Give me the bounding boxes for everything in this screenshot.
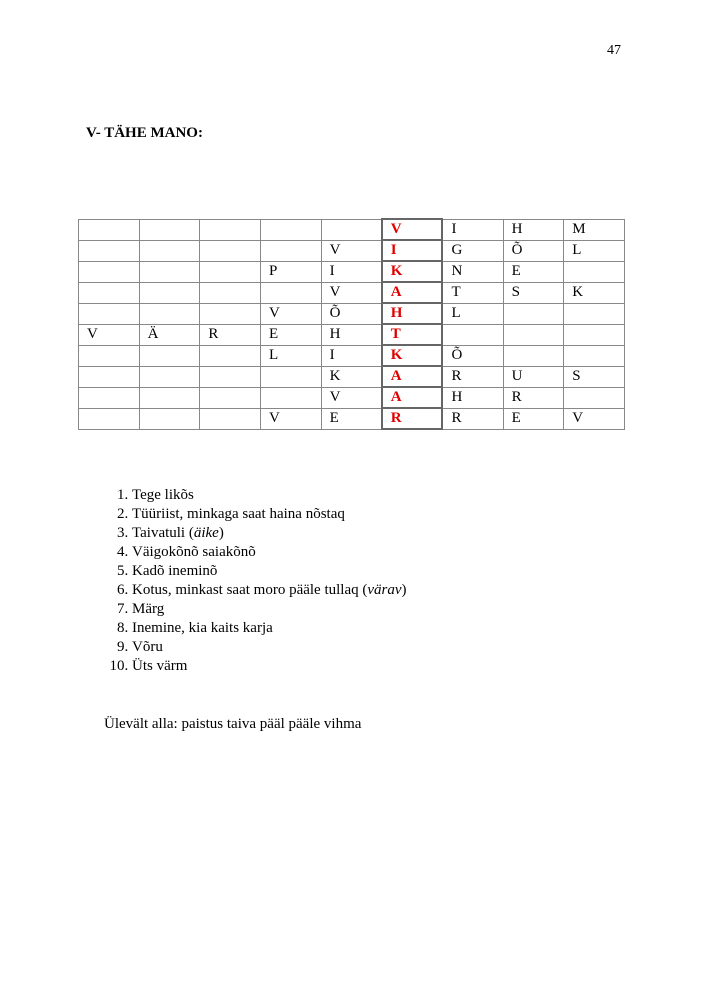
grid-cell: [139, 240, 200, 261]
grid-cell: G: [442, 240, 503, 261]
grid-key-cell: K: [382, 261, 443, 282]
grid-cell: [79, 240, 140, 261]
grid-cell: [139, 387, 200, 408]
grid-key-cell: A: [382, 282, 443, 303]
grid-cell: V: [564, 408, 625, 429]
grid-cell: V: [321, 387, 382, 408]
clue-text: Inemine, kia kaits karja: [132, 620, 273, 636]
grid-cell: [200, 240, 261, 261]
grid-row: [79, 240, 625, 261]
grid-cell: [564, 261, 625, 282]
vertical-clue: Ülevält alla: paistus taiva pääl pääle vihma: [104, 716, 362, 732]
grid-cell: R: [442, 366, 503, 387]
grid-cell: E: [321, 408, 382, 429]
grid-cell: L: [564, 240, 625, 261]
grid-cell: [79, 261, 140, 282]
grid-cell: [260, 366, 321, 387]
grid-cell: I: [321, 345, 382, 366]
grid-cell: [79, 387, 140, 408]
clue-item: [132, 505, 407, 524]
page-number: 47: [607, 43, 621, 58]
grid-key-cell: H: [382, 303, 443, 324]
grid-cell: [79, 219, 140, 240]
clue-text-end: ): [401, 582, 407, 598]
grid-cell: I: [321, 261, 382, 282]
clue-item: [132, 562, 407, 581]
clue-text: Kotus, minkast saat moro pääle tullaq (: [132, 582, 368, 598]
grid-key-cell: A: [382, 366, 443, 387]
clue-text: Võru: [132, 639, 163, 655]
grid-cell: E: [503, 408, 564, 429]
grid-key-cell: R: [382, 408, 443, 429]
grid-cell: [200, 219, 261, 240]
grid-cell: [200, 303, 261, 324]
grid-cell: [139, 366, 200, 387]
grid-cell: [200, 261, 261, 282]
grid-row: [79, 366, 625, 387]
grid-cell: H: [503, 219, 564, 240]
grid-cell: Õ: [503, 240, 564, 261]
grid-cell: [564, 345, 625, 366]
clue-text: Tege likõs: [132, 487, 194, 503]
grid-key-cell: K: [382, 345, 443, 366]
grid-cell: [139, 282, 200, 303]
clue-item: [132, 486, 407, 505]
grid-cell: [200, 345, 261, 366]
clue-item: [132, 581, 407, 600]
clue-text: Märg: [132, 601, 165, 617]
grid-cell: T: [442, 282, 503, 303]
grid-cell: [79, 282, 140, 303]
grid-cell: P: [260, 261, 321, 282]
grid-cell: L: [442, 303, 503, 324]
grid-cell: [139, 261, 200, 282]
grid-cell: [564, 303, 625, 324]
grid-row: [79, 282, 625, 303]
grid-cell: [139, 303, 200, 324]
grid-row: [79, 408, 625, 429]
grid-cell: K: [564, 282, 625, 303]
grid-cell: [200, 408, 261, 429]
grid-cell: [442, 324, 503, 345]
clue-item: [132, 524, 407, 543]
grid-cell: E: [503, 261, 564, 282]
grid-cell: [564, 324, 625, 345]
grid-cell: R: [503, 387, 564, 408]
clue-text: Kadõ ineminõ: [132, 563, 218, 579]
clue-text-end: ): [218, 525, 224, 541]
grid-cell: V: [321, 240, 382, 261]
grid-cell: [200, 366, 261, 387]
grid-cell: [79, 408, 140, 429]
grid-row: [79, 324, 625, 345]
grid-cell: [260, 282, 321, 303]
grid-cell: [139, 345, 200, 366]
clue-item: [132, 657, 407, 676]
clue-text: Taivatuli (: [132, 525, 194, 541]
grid-cell: [503, 324, 564, 345]
grid-cell: [200, 387, 261, 408]
clue-text: Väigokõnõ saiakõnõ: [132, 544, 256, 560]
clue-item: [132, 543, 407, 562]
clue-item: [132, 600, 407, 619]
grid-key-cell: A: [382, 387, 443, 408]
grid-cell: M: [564, 219, 625, 240]
grid-cell: U: [503, 366, 564, 387]
page-title: V- TÄHE MANO:: [86, 125, 203, 141]
grid-key-cell: T: [382, 324, 443, 345]
grid-cell: Õ: [442, 345, 503, 366]
grid-cell: V: [321, 282, 382, 303]
grid-cell: [200, 282, 261, 303]
grid-cell: [321, 219, 382, 240]
grid-row: [79, 261, 625, 282]
grid-cell: [260, 240, 321, 261]
grid-cell: V: [260, 408, 321, 429]
grid-cell: S: [564, 366, 625, 387]
crossword-grid: [78, 218, 625, 430]
grid-cell: L: [260, 345, 321, 366]
grid-cell: R: [442, 408, 503, 429]
clue-text: Üts värm: [132, 658, 188, 674]
grid-cell: [139, 219, 200, 240]
grid-cell: [79, 345, 140, 366]
clue-list: [102, 486, 407, 676]
grid-cell: I: [442, 219, 503, 240]
grid-cell: N: [442, 261, 503, 282]
grid-cell: S: [503, 282, 564, 303]
grid-row: [79, 219, 625, 240]
grid-cell: K: [321, 366, 382, 387]
clue-item: [132, 619, 407, 638]
grid-cell: [564, 387, 625, 408]
clue-item: [132, 638, 407, 657]
grid-key-cell: I: [382, 240, 443, 261]
clue-hint: äike: [193, 525, 219, 541]
grid-cell: [260, 387, 321, 408]
grid-cell: V: [260, 303, 321, 324]
grid-cell: E: [260, 324, 321, 345]
grid-cell: [503, 345, 564, 366]
grid-cell: V: [79, 324, 140, 345]
clue-hint: värav: [367, 582, 402, 598]
grid-cell: H: [442, 387, 503, 408]
grid-cell: [260, 219, 321, 240]
grid-cell: Õ: [321, 303, 382, 324]
grid-cell: H: [321, 324, 382, 345]
grid-cell: [503, 303, 564, 324]
clue-text: Tüüriist, minkaga saat haina nõstaq: [132, 506, 345, 522]
grid-row: [79, 387, 625, 408]
grid-key-cell: V: [382, 219, 443, 240]
grid-row: [79, 303, 625, 324]
grid-cell: [139, 408, 200, 429]
grid-cell: [79, 366, 140, 387]
grid-cell: Ä: [139, 324, 200, 345]
grid-cell: R: [200, 324, 261, 345]
grid-cell: [79, 303, 140, 324]
grid-row: [79, 345, 625, 366]
